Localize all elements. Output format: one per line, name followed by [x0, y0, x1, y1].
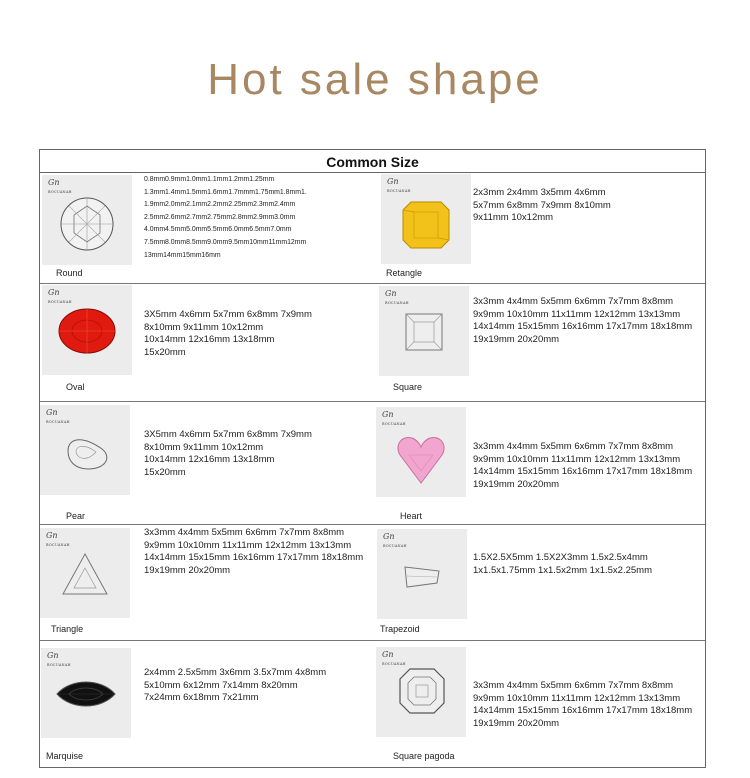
size-line: 7.5mm8.0mm8.5mm9.0mm9.5mm10mm11mm12mm — [144, 238, 307, 246]
row-divider — [40, 524, 705, 525]
size-line: 15x20mm — [144, 347, 186, 359]
size-line: 3X5mm 4x6mm 5x7mm 6x8mm 7x9mm — [144, 309, 312, 320]
size-line: 3x3mm 4x4mm 5x5mm 6x6mm 7x7mm 8x8mm — [473, 441, 674, 452]
square-pagoda-gem-image — [376, 647, 466, 737]
size-line: 10x14mm 12x16mm 13x18mm — [144, 334, 275, 346]
brand-logo-mark: Gn — [47, 651, 59, 660]
size-line: 5x7mm 6x8mm 7x9mm 8x10mm — [473, 199, 611, 211]
size-line: 0.8mm0.9mm1.0mm1.1mm1.2mm1.25mm — [144, 176, 275, 183]
marquise-size-list — [144, 667, 326, 705]
retangle-gem-image — [381, 174, 471, 264]
brand-logo-subtext: BOCUANAH — [48, 300, 72, 304]
triangle-size-list — [144, 527, 363, 578]
size-line: 13mm14mm15mm16mm — [144, 251, 221, 259]
brand-logo-mark: Gn — [48, 288, 60, 297]
marquise-label: Marquise — [46, 751, 84, 761]
table-header: Common Size — [40, 150, 705, 173]
square-label: Square — [393, 382, 423, 392]
retangle-size-list — [473, 187, 611, 225]
size-line: 14x14mm 15x15mm 16x16mm 17x17mm 18x18mm — [473, 466, 693, 478]
brand-logo-subtext: BOCUANAH — [46, 543, 70, 547]
marquise-gem-image — [41, 648, 131, 738]
size-line: 3x3mm 4x4mm 5x5mm 6x6mm 7x7mm 8x8mm — [473, 296, 674, 307]
size-line: 14x14mm 15x15mm 16x16mm 17x17mm 18x18mm — [473, 705, 693, 717]
size-line: 1x1.5x1.75mm 1x1.5x2mm 1x1.5x2.25mm — [473, 564, 652, 576]
square-pagoda-label: Square pagoda — [393, 751, 455, 761]
brand-logo-subtext: BOCUANAH — [387, 189, 411, 193]
size-line: 10x14mm 12x16mm 13x18mm — [144, 454, 275, 466]
brand-logo-subtext: BOCUANAH — [382, 662, 406, 666]
row-divider — [40, 401, 705, 402]
brand-logo-subtext: BOCUANAH — [382, 422, 406, 426]
size-line: 19x19mm 20x20mm — [473, 479, 560, 491]
retangle-label: Retangle — [386, 268, 423, 278]
size-line: 9x9mm 10x10mm 11x11mm 12x12mm 13x13mm — [473, 453, 681, 465]
size-line: 9x9mm 10x10mm 11x11mm 12x12mm 13x13mm — [473, 692, 681, 704]
size-line: 3X5mm 4x6mm 5x7mm 6x8mm 7x9mm — [144, 429, 312, 440]
size-line: 19x19mm 20x20mm — [473, 334, 560, 346]
triangle-gem-image — [40, 528, 130, 618]
size-line: 7x24mm 6x18mm 7x21mm — [144, 692, 259, 704]
size-line: 1.3mm1.4mm1.5mm1.6mm1.7mmm1.75mm1.8mm1. — [144, 188, 307, 196]
oval-gem-image — [42, 285, 132, 375]
size-line: 8x10mm 9x11mm 10x12mm — [144, 441, 264, 453]
size-line: 2.5mm2.6mm2.7mm2.75mm2.8mm2.9mm3.0mm — [144, 213, 296, 221]
brand-logo — [48, 179, 72, 196]
size-line: 19x19mm 20x20mm — [473, 718, 560, 730]
size-line: 9x9mm 10x10mm 11x11mm 12x12mm 13x13mm — [144, 539, 352, 551]
size-line: 9x9mm 10x10mm 11x11mm 12x12mm 13x13mm — [473, 308, 681, 320]
brand-logo-subtext: BOCUANAH — [47, 663, 71, 667]
brand-logo — [46, 409, 70, 426]
triangle-label: Triangle — [51, 624, 84, 634]
size-line: 3x3mm 4x4mm 5x5mm 6x6mm 7x7mm 8x8mm — [144, 527, 345, 538]
brand-logo — [387, 178, 411, 195]
row-divider — [40, 283, 705, 284]
size-line: 15x20mm — [144, 467, 186, 479]
size-line: 5x10mm 6x12mm 7x14mm 8x20mm — [144, 679, 298, 691]
brand-logo-mark: Gn — [48, 178, 60, 187]
size-line: 14x14mm 15x15mm 16x16mm 17x17mm 18x18mm — [473, 321, 693, 333]
oval-label: Oval — [66, 382, 85, 392]
oval-size-list — [144, 309, 312, 360]
brand-logo — [47, 652, 71, 669]
size-line: 1.5X2.5X5mm 1.5X2X3mm 1.5x2.5x4mm — [473, 552, 648, 563]
trapezoid-label: Trapezoid — [380, 624, 420, 634]
heart-gem-image — [376, 407, 466, 497]
size-line: 9x11mm 10x12mm — [473, 212, 554, 224]
brand-logo — [46, 532, 70, 549]
brand-logo-mark: Gn — [387, 177, 399, 186]
heart-label: Heart — [400, 511, 423, 521]
round-size-list — [144, 174, 307, 262]
size-line: 4.0mm4.5mm5.0mm5.5mm6.0mm6.5mm7.0mm — [144, 226, 292, 234]
heart-size-list — [473, 441, 692, 492]
square-gem-image — [379, 286, 469, 376]
row-divider — [40, 640, 705, 641]
brand-logo-mark: Gn — [383, 532, 395, 541]
size-line: 1.9mm2.0mm2.1mm2.2mm2.25mm2.3mm2.4mm — [144, 201, 296, 209]
square-pagoda-size-list — [473, 680, 692, 731]
size-line: 14x14mm 15x15mm 16x16mm 17x17mm 18x18mm — [144, 552, 364, 564]
brand-logo — [48, 289, 72, 306]
pear-gem-image — [40, 405, 130, 495]
brand-logo-mark: Gn — [385, 289, 397, 298]
pear-size-list — [144, 429, 312, 480]
brand-logo-subtext: BOCUANAH — [46, 420, 70, 424]
pear-label: Pear — [66, 511, 86, 521]
brand-logo — [382, 411, 406, 428]
size-line: 2x4mm 2.5x5mm 3x6mm 3.5x7mm 4x8mm — [144, 667, 327, 678]
brand-logo — [382, 651, 406, 668]
brand-logo-subtext: BOCUANAH — [383, 544, 407, 548]
size-line: 2x3mm 2x4mm 3x5mm 4x6mm — [473, 187, 606, 198]
size-line: 3x3mm 4x4mm 5x5mm 6x6mm 7x7mm 8x8mm — [473, 680, 674, 691]
brand-logo-mark: Gn — [382, 650, 394, 659]
brand-logo — [385, 290, 409, 307]
round-gem-image — [42, 175, 132, 265]
brand-logo-subtext: BOCUANAH — [48, 190, 72, 194]
trapezoid-size-list — [473, 552, 652, 577]
brand-logo-mark: Gn — [382, 410, 394, 419]
brand-logo-subtext: BOCUANAH — [385, 301, 409, 305]
size-line: 8x10mm 9x11mm 10x12mm — [144, 321, 264, 333]
size-line: 19x19mm 20x20mm — [144, 565, 231, 577]
square-size-list — [473, 296, 692, 347]
brand-logo-mark: Gn — [46, 408, 58, 417]
brand-logo-mark: Gn — [46, 531, 58, 540]
round-label: Round — [56, 268, 83, 278]
brand-logo — [383, 533, 407, 550]
page-title: Hot sale shape — [207, 55, 543, 104]
trapezoid-gem-image — [377, 529, 467, 619]
